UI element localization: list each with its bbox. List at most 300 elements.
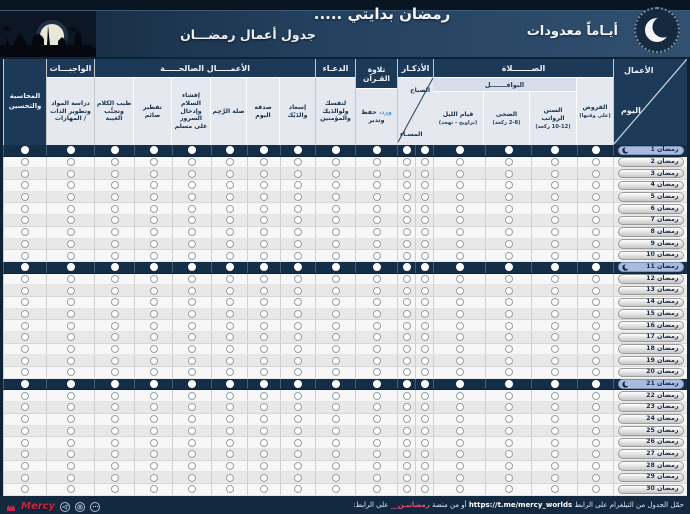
check-circle-isaad[interactable] bbox=[294, 158, 302, 166]
check-circle-ifsha[interactable] bbox=[188, 263, 196, 271]
check-circle-duha[interactable] bbox=[505, 322, 513, 330]
check-circle-sila[interactable] bbox=[226, 310, 234, 318]
check-circle-sadaqa[interactable] bbox=[260, 298, 268, 306]
check-circle-duha[interactable] bbox=[505, 205, 513, 213]
check-circle-tilawa[interactable] bbox=[373, 252, 381, 260]
check-circle-furud[interactable] bbox=[592, 216, 600, 224]
check-circle-sila[interactable] bbox=[226, 403, 234, 411]
check-circle-sunan[interactable] bbox=[551, 392, 559, 400]
check-circle-dua[interactable] bbox=[332, 322, 340, 330]
check-circle-ifsha[interactable] bbox=[188, 462, 196, 470]
check-circle-furud[interactable] bbox=[592, 392, 600, 400]
check-circle-tilawa[interactable] bbox=[373, 205, 381, 213]
check-circle-isaad[interactable] bbox=[294, 181, 302, 189]
check-circle-qiyam[interactable] bbox=[456, 439, 464, 447]
check-circle-dua[interactable] bbox=[332, 439, 340, 447]
check-circle-isaad[interactable] bbox=[294, 193, 302, 201]
check-circle-muhasaba[interactable] bbox=[21, 275, 29, 283]
check-circle-muhasaba[interactable] bbox=[21, 158, 29, 166]
check-circle-dirasa[interactable] bbox=[67, 403, 75, 411]
check-circle-sadaqa[interactable] bbox=[260, 485, 268, 493]
check-circle-sila[interactable] bbox=[226, 216, 234, 224]
check-circle-duha[interactable] bbox=[505, 252, 513, 260]
check-circle-duha[interactable] bbox=[505, 427, 513, 435]
check-circle-sila[interactable] bbox=[226, 439, 234, 447]
check-circle-muhasaba[interactable] bbox=[21, 322, 29, 330]
check-circle-furud[interactable] bbox=[592, 322, 600, 330]
check-circle-sila[interactable] bbox=[226, 252, 234, 260]
check-circle-taftir[interactable] bbox=[150, 228, 158, 236]
check-circle-sadaqa[interactable] bbox=[260, 181, 268, 189]
check-circle-adhkar-evening[interactable] bbox=[403, 310, 411, 318]
check-circle-muhasaba[interactable] bbox=[21, 146, 29, 154]
check-circle-tayyib[interactable] bbox=[111, 205, 119, 213]
check-circle-sadaqa[interactable] bbox=[260, 170, 268, 178]
check-circle-qiyam[interactable] bbox=[456, 462, 464, 470]
check-circle-dirasa[interactable] bbox=[67, 462, 75, 470]
check-circle-muhasaba[interactable] bbox=[21, 357, 29, 365]
check-circle-dua[interactable] bbox=[332, 474, 340, 482]
check-circle-adhkar-evening[interactable] bbox=[403, 357, 411, 365]
check-circle-furud[interactable] bbox=[592, 474, 600, 482]
check-circle-ifsha[interactable] bbox=[188, 216, 196, 224]
check-circle-taftir[interactable] bbox=[150, 193, 158, 201]
check-circle-qiyam[interactable] bbox=[456, 193, 464, 201]
check-circle-qiyam[interactable] bbox=[456, 298, 464, 306]
check-circle-isaad[interactable] bbox=[294, 216, 302, 224]
check-circle-adhkar-morning[interactable] bbox=[421, 240, 429, 248]
check-circle-sadaqa[interactable] bbox=[260, 345, 268, 353]
check-circle-taftir[interactable] bbox=[150, 287, 158, 295]
check-circle-dua[interactable] bbox=[332, 228, 340, 236]
check-circle-ifsha[interactable] bbox=[188, 170, 196, 178]
camera-icon[interactable] bbox=[75, 502, 85, 512]
check-circle-isaad[interactable] bbox=[294, 333, 302, 341]
check-circle-dua[interactable] bbox=[332, 275, 340, 283]
check-circle-adhkar-evening[interactable] bbox=[403, 193, 411, 201]
check-circle-sadaqa[interactable] bbox=[260, 322, 268, 330]
check-circle-tilawa[interactable] bbox=[373, 439, 381, 447]
check-circle-muhasaba[interactable] bbox=[21, 474, 29, 482]
check-circle-qiyam[interactable] bbox=[456, 228, 464, 236]
check-circle-duha[interactable] bbox=[505, 228, 513, 236]
check-circle-sunan[interactable] bbox=[551, 322, 559, 330]
check-circle-sunan[interactable] bbox=[551, 298, 559, 306]
check-circle-qiyam[interactable] bbox=[456, 158, 464, 166]
check-circle-dua[interactable] bbox=[332, 333, 340, 341]
check-circle-sadaqa[interactable] bbox=[260, 228, 268, 236]
check-circle-duha[interactable] bbox=[505, 439, 513, 447]
check-circle-sila[interactable] bbox=[226, 368, 234, 376]
check-circle-dirasa[interactable] bbox=[67, 450, 75, 458]
check-circle-sunan[interactable] bbox=[551, 158, 559, 166]
check-circle-muhasaba[interactable] bbox=[21, 368, 29, 376]
check-circle-sunan[interactable] bbox=[551, 146, 559, 154]
check-circle-duha[interactable] bbox=[505, 263, 513, 271]
check-circle-tayyib[interactable] bbox=[111, 158, 119, 166]
check-circle-duha[interactable] bbox=[505, 193, 513, 201]
check-circle-sadaqa[interactable] bbox=[260, 263, 268, 271]
check-circle-isaad[interactable] bbox=[294, 252, 302, 260]
check-circle-adhkar-evening[interactable] bbox=[403, 216, 411, 224]
check-circle-furud[interactable] bbox=[592, 485, 600, 493]
check-circle-sila[interactable] bbox=[226, 485, 234, 493]
check-circle-adhkar-morning[interactable] bbox=[421, 287, 429, 295]
check-circle-tilawa[interactable] bbox=[373, 462, 381, 470]
check-circle-qiyam[interactable] bbox=[456, 263, 464, 271]
more-icon[interactable] bbox=[90, 502, 100, 512]
check-circle-sunan[interactable] bbox=[551, 287, 559, 295]
check-circle-tilawa[interactable] bbox=[373, 368, 381, 376]
check-circle-taftir[interactable] bbox=[150, 485, 158, 493]
check-circle-dirasa[interactable] bbox=[67, 146, 75, 154]
check-circle-dirasa[interactable] bbox=[67, 252, 75, 260]
check-circle-tayyib[interactable] bbox=[111, 310, 119, 318]
check-circle-dirasa[interactable] bbox=[67, 275, 75, 283]
check-circle-ifsha[interactable] bbox=[188, 333, 196, 341]
check-circle-sila[interactable] bbox=[226, 333, 234, 341]
check-circle-muhasaba[interactable] bbox=[21, 216, 29, 224]
check-circle-dirasa[interactable] bbox=[67, 333, 75, 341]
check-circle-adhkar-morning[interactable] bbox=[421, 298, 429, 306]
check-circle-ifsha[interactable] bbox=[188, 357, 196, 365]
check-circle-tilawa[interactable] bbox=[373, 181, 381, 189]
check-circle-sunan[interactable] bbox=[551, 474, 559, 482]
check-circle-qiyam[interactable] bbox=[456, 427, 464, 435]
check-circle-duha[interactable] bbox=[505, 485, 513, 493]
check-circle-dua[interactable] bbox=[332, 170, 340, 178]
check-circle-tilawa[interactable] bbox=[373, 240, 381, 248]
check-circle-ifsha[interactable] bbox=[188, 287, 196, 295]
check-circle-tayyib[interactable] bbox=[111, 462, 119, 470]
check-circle-tayyib[interactable] bbox=[111, 485, 119, 493]
check-circle-adhkar-morning[interactable] bbox=[421, 403, 429, 411]
check-circle-dirasa[interactable] bbox=[67, 205, 75, 213]
check-circle-adhkar-evening[interactable] bbox=[403, 333, 411, 341]
check-circle-tayyib[interactable] bbox=[111, 252, 119, 260]
check-circle-muhasaba[interactable] bbox=[21, 181, 29, 189]
check-circle-tayyib[interactable] bbox=[111, 228, 119, 236]
check-circle-ifsha[interactable] bbox=[188, 205, 196, 213]
check-circle-tayyib[interactable] bbox=[111, 333, 119, 341]
check-circle-ifsha[interactable] bbox=[188, 193, 196, 201]
check-circle-tilawa[interactable] bbox=[373, 275, 381, 283]
check-circle-sadaqa[interactable] bbox=[260, 415, 268, 423]
check-circle-adhkar-evening[interactable] bbox=[403, 450, 411, 458]
check-circle-muhasaba[interactable] bbox=[21, 485, 29, 493]
check-circle-tilawa[interactable] bbox=[373, 485, 381, 493]
check-circle-furud[interactable] bbox=[592, 403, 600, 411]
check-circle-duha[interactable] bbox=[505, 345, 513, 353]
check-circle-ifsha[interactable] bbox=[188, 252, 196, 260]
telegram-link[interactable]: https://t.me/mercy_worlds bbox=[468, 501, 573, 509]
check-circle-dirasa[interactable] bbox=[67, 322, 75, 330]
check-circle-sadaqa[interactable] bbox=[260, 403, 268, 411]
check-circle-adhkar-morning[interactable] bbox=[421, 392, 429, 400]
check-circle-tayyib[interactable] bbox=[111, 427, 119, 435]
check-circle-dua[interactable] bbox=[332, 287, 340, 295]
check-circle-adhkar-evening[interactable] bbox=[403, 345, 411, 353]
check-circle-adhkar-morning[interactable] bbox=[421, 193, 429, 201]
check-circle-muhasaba[interactable] bbox=[21, 415, 29, 423]
check-circle-duha[interactable] bbox=[505, 216, 513, 224]
check-circle-sadaqa[interactable] bbox=[260, 205, 268, 213]
check-circle-dirasa[interactable] bbox=[67, 158, 75, 166]
check-circle-duha[interactable] bbox=[505, 181, 513, 189]
check-circle-qiyam[interactable] bbox=[456, 146, 464, 154]
check-circle-tilawa[interactable] bbox=[373, 298, 381, 306]
check-circle-taftir[interactable] bbox=[150, 392, 158, 400]
check-circle-furud[interactable] bbox=[592, 228, 600, 236]
check-circle-tilawa[interactable] bbox=[373, 415, 381, 423]
check-circle-dirasa[interactable] bbox=[67, 216, 75, 224]
platform-link[interactable]: رمضانيـن__ bbox=[390, 501, 430, 509]
check-circle-muhasaba[interactable] bbox=[21, 392, 29, 400]
check-circle-taftir[interactable] bbox=[150, 333, 158, 341]
check-circle-sila[interactable] bbox=[226, 181, 234, 189]
check-circle-tilawa[interactable] bbox=[373, 310, 381, 318]
check-circle-adhkar-morning[interactable] bbox=[421, 450, 429, 458]
check-circle-adhkar-morning[interactable] bbox=[421, 228, 429, 236]
check-circle-furud[interactable] bbox=[592, 333, 600, 341]
check-circle-muhasaba[interactable] bbox=[21, 252, 29, 260]
check-circle-sadaqa[interactable] bbox=[260, 368, 268, 376]
check-circle-tayyib[interactable] bbox=[111, 170, 119, 178]
check-circle-duha[interactable] bbox=[505, 368, 513, 376]
check-circle-sila[interactable] bbox=[226, 240, 234, 248]
check-circle-adhkar-evening[interactable] bbox=[403, 368, 411, 376]
check-circle-ifsha[interactable] bbox=[188, 322, 196, 330]
check-circle-tayyib[interactable] bbox=[111, 240, 119, 248]
check-circle-sunan[interactable] bbox=[551, 485, 559, 493]
check-circle-furud[interactable] bbox=[592, 298, 600, 306]
check-circle-dua[interactable] bbox=[332, 485, 340, 493]
check-circle-tayyib[interactable] bbox=[111, 193, 119, 201]
check-circle-sila[interactable] bbox=[226, 298, 234, 306]
check-circle-sunan[interactable] bbox=[551, 275, 559, 283]
check-circle-tilawa[interactable] bbox=[373, 228, 381, 236]
check-circle-dirasa[interactable] bbox=[67, 474, 75, 482]
check-circle-muhasaba[interactable] bbox=[21, 345, 29, 353]
check-circle-isaad[interactable] bbox=[294, 415, 302, 423]
check-circle-sila[interactable] bbox=[226, 392, 234, 400]
check-circle-isaad[interactable] bbox=[294, 392, 302, 400]
check-circle-adhkar-morning[interactable] bbox=[421, 205, 429, 213]
check-circle-isaad[interactable] bbox=[294, 263, 302, 271]
check-circle-duha[interactable] bbox=[505, 403, 513, 411]
check-circle-dirasa[interactable] bbox=[67, 287, 75, 295]
check-circle-muhasaba[interactable] bbox=[21, 170, 29, 178]
check-circle-dua[interactable] bbox=[332, 403, 340, 411]
check-circle-taftir[interactable] bbox=[150, 450, 158, 458]
check-circle-adhkar-evening[interactable] bbox=[403, 403, 411, 411]
check-circle-dua[interactable] bbox=[332, 205, 340, 213]
check-circle-adhkar-evening[interactable] bbox=[403, 380, 411, 388]
check-circle-isaad[interactable] bbox=[294, 240, 302, 248]
check-circle-dirasa[interactable] bbox=[67, 380, 75, 388]
check-circle-tayyib[interactable] bbox=[111, 415, 119, 423]
check-circle-adhkar-morning[interactable] bbox=[421, 322, 429, 330]
check-circle-muhasaba[interactable] bbox=[21, 310, 29, 318]
check-circle-ifsha[interactable] bbox=[188, 146, 196, 154]
check-circle-duha[interactable] bbox=[505, 275, 513, 283]
check-circle-dua[interactable] bbox=[332, 216, 340, 224]
check-circle-duha[interactable] bbox=[505, 298, 513, 306]
check-circle-muhasaba[interactable] bbox=[21, 439, 29, 447]
check-circle-sila[interactable] bbox=[226, 322, 234, 330]
check-circle-dua[interactable] bbox=[332, 380, 340, 388]
check-circle-sadaqa[interactable] bbox=[260, 392, 268, 400]
check-circle-taftir[interactable] bbox=[150, 474, 158, 482]
check-circle-taftir[interactable] bbox=[150, 322, 158, 330]
check-circle-dua[interactable] bbox=[332, 415, 340, 423]
check-circle-qiyam[interactable] bbox=[456, 403, 464, 411]
check-circle-dua[interactable] bbox=[332, 427, 340, 435]
check-circle-taftir[interactable] bbox=[150, 298, 158, 306]
check-circle-taftir[interactable] bbox=[150, 263, 158, 271]
check-circle-dua[interactable] bbox=[332, 181, 340, 189]
check-circle-sila[interactable] bbox=[226, 170, 234, 178]
check-circle-sadaqa[interactable] bbox=[260, 240, 268, 248]
check-circle-sadaqa[interactable] bbox=[260, 439, 268, 447]
check-circle-sadaqa[interactable] bbox=[260, 462, 268, 470]
check-circle-furud[interactable] bbox=[592, 310, 600, 318]
check-circle-sadaqa[interactable] bbox=[260, 380, 268, 388]
check-circle-ifsha[interactable] bbox=[188, 439, 196, 447]
check-circle-sila[interactable] bbox=[226, 462, 234, 470]
check-circle-tilawa[interactable] bbox=[373, 287, 381, 295]
check-circle-qiyam[interactable] bbox=[456, 392, 464, 400]
check-circle-tayyib[interactable] bbox=[111, 439, 119, 447]
check-circle-dua[interactable] bbox=[332, 298, 340, 306]
check-circle-muhasaba[interactable] bbox=[21, 450, 29, 458]
check-circle-sunan[interactable] bbox=[551, 333, 559, 341]
check-circle-sila[interactable] bbox=[226, 357, 234, 365]
check-circle-adhkar-morning[interactable] bbox=[421, 439, 429, 447]
check-circle-taftir[interactable] bbox=[150, 345, 158, 353]
check-circle-qiyam[interactable] bbox=[456, 380, 464, 388]
check-circle-sunan[interactable] bbox=[551, 450, 559, 458]
check-circle-qiyam[interactable] bbox=[456, 450, 464, 458]
check-circle-sunan[interactable] bbox=[551, 252, 559, 260]
check-circle-furud[interactable] bbox=[592, 263, 600, 271]
check-circle-dua[interactable] bbox=[332, 240, 340, 248]
check-circle-dirasa[interactable] bbox=[67, 439, 75, 447]
check-circle-adhkar-evening[interactable] bbox=[403, 205, 411, 213]
check-circle-sadaqa[interactable] bbox=[260, 357, 268, 365]
check-circle-qiyam[interactable] bbox=[456, 181, 464, 189]
check-circle-dirasa[interactable] bbox=[67, 228, 75, 236]
check-circle-furud[interactable] bbox=[592, 170, 600, 178]
check-circle-adhkar-evening[interactable] bbox=[403, 146, 411, 154]
check-circle-furud[interactable] bbox=[592, 439, 600, 447]
check-circle-dua[interactable] bbox=[332, 263, 340, 271]
check-circle-isaad[interactable] bbox=[294, 380, 302, 388]
check-circle-ifsha[interactable] bbox=[188, 474, 196, 482]
check-circle-furud[interactable] bbox=[592, 158, 600, 166]
check-circle-tayyib[interactable] bbox=[111, 450, 119, 458]
check-circle-tilawa[interactable] bbox=[373, 216, 381, 224]
check-circle-dua[interactable] bbox=[332, 450, 340, 458]
check-circle-tayyib[interactable] bbox=[111, 322, 119, 330]
check-circle-furud[interactable] bbox=[592, 287, 600, 295]
check-circle-dirasa[interactable] bbox=[67, 415, 75, 423]
check-circle-furud[interactable] bbox=[592, 357, 600, 365]
check-circle-tayyib[interactable] bbox=[111, 380, 119, 388]
check-circle-adhkar-evening[interactable] bbox=[403, 275, 411, 283]
check-circle-dua[interactable] bbox=[332, 158, 340, 166]
check-circle-isaad[interactable] bbox=[294, 474, 302, 482]
check-circle-dua[interactable] bbox=[332, 193, 340, 201]
check-circle-tayyib[interactable] bbox=[111, 275, 119, 283]
check-circle-furud[interactable] bbox=[592, 427, 600, 435]
check-circle-ifsha[interactable] bbox=[188, 415, 196, 423]
check-circle-taftir[interactable] bbox=[150, 310, 158, 318]
check-circle-sadaqa[interactable] bbox=[260, 310, 268, 318]
check-circle-adhkar-evening[interactable] bbox=[403, 474, 411, 482]
check-circle-tilawa[interactable] bbox=[373, 170, 381, 178]
check-circle-adhkar-morning[interactable] bbox=[421, 380, 429, 388]
check-circle-sadaqa[interactable] bbox=[260, 252, 268, 260]
check-circle-taftir[interactable] bbox=[150, 216, 158, 224]
check-circle-sila[interactable] bbox=[226, 415, 234, 423]
check-circle-muhasaba[interactable] bbox=[21, 263, 29, 271]
check-circle-sunan[interactable] bbox=[551, 462, 559, 470]
check-circle-muhasaba[interactable] bbox=[21, 403, 29, 411]
check-circle-duha[interactable] bbox=[505, 357, 513, 365]
check-circle-muhasaba[interactable] bbox=[21, 240, 29, 248]
check-circle-sila[interactable] bbox=[226, 146, 234, 154]
check-circle-qiyam[interactable] bbox=[456, 240, 464, 248]
check-circle-furud[interactable] bbox=[592, 450, 600, 458]
check-circle-tayyib[interactable] bbox=[111, 216, 119, 224]
check-circle-sunan[interactable] bbox=[551, 380, 559, 388]
check-circle-adhkar-evening[interactable] bbox=[403, 287, 411, 295]
check-circle-sila[interactable] bbox=[226, 287, 234, 295]
check-circle-taftir[interactable] bbox=[150, 240, 158, 248]
check-circle-tilawa[interactable] bbox=[373, 345, 381, 353]
check-circle-sila[interactable] bbox=[226, 193, 234, 201]
check-circle-isaad[interactable] bbox=[294, 205, 302, 213]
check-circle-qiyam[interactable] bbox=[456, 357, 464, 365]
check-circle-adhkar-evening[interactable] bbox=[403, 439, 411, 447]
check-circle-tayyib[interactable] bbox=[111, 345, 119, 353]
check-circle-adhkar-evening[interactable] bbox=[403, 181, 411, 189]
check-circle-ifsha[interactable] bbox=[188, 240, 196, 248]
check-circle-dirasa[interactable] bbox=[67, 240, 75, 248]
check-circle-sadaqa[interactable] bbox=[260, 287, 268, 295]
check-circle-muhasaba[interactable] bbox=[21, 298, 29, 306]
check-circle-sunan[interactable] bbox=[551, 170, 559, 178]
check-circle-isaad[interactable] bbox=[294, 228, 302, 236]
check-circle-qiyam[interactable] bbox=[456, 216, 464, 224]
check-circle-taftir[interactable] bbox=[150, 368, 158, 376]
check-circle-adhkar-evening[interactable] bbox=[403, 392, 411, 400]
check-circle-taftir[interactable] bbox=[150, 252, 158, 260]
check-circle-qiyam[interactable] bbox=[456, 333, 464, 341]
check-circle-ifsha[interactable] bbox=[188, 228, 196, 236]
check-circle-dirasa[interactable] bbox=[67, 263, 75, 271]
check-circle-qiyam[interactable] bbox=[456, 310, 464, 318]
check-circle-sunan[interactable] bbox=[551, 205, 559, 213]
check-circle-tilawa[interactable] bbox=[373, 146, 381, 154]
check-circle-taftir[interactable] bbox=[150, 403, 158, 411]
check-circle-adhkar-morning[interactable] bbox=[421, 415, 429, 423]
check-circle-dua[interactable] bbox=[332, 462, 340, 470]
check-circle-tilawa[interactable] bbox=[373, 322, 381, 330]
check-circle-adhkar-morning[interactable] bbox=[421, 146, 429, 154]
check-circle-isaad[interactable] bbox=[294, 298, 302, 306]
